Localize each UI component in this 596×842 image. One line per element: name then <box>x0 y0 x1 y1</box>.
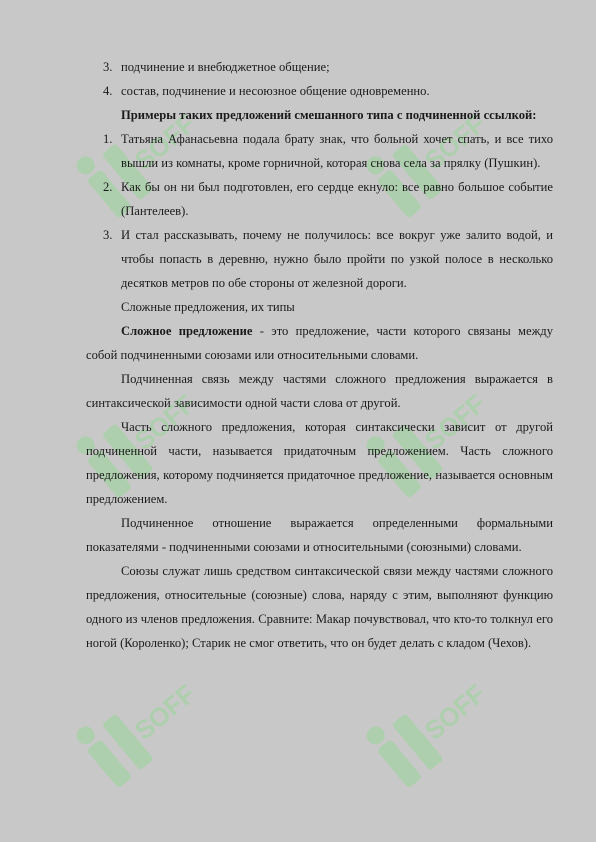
list-number: 2. <box>103 180 113 194</box>
watermark-text: SOFF <box>418 108 492 176</box>
watermark-logo-icon <box>70 678 202 800</box>
list-number: 3. <box>103 60 113 74</box>
watermark-logo <box>360 678 492 800</box>
list-number: 1. <box>103 132 113 146</box>
list-item <box>86 55 553 79</box>
watermark-logo-icon <box>360 678 492 800</box>
definition-text: - это предложение, части которого связаны между собой подчиненными союзами или относительными словами. <box>86 324 554 362</box>
list-item <box>86 223 553 295</box>
list-text: Как бы он ни был подготовлен, его сердце екнуло: все равно большое событие (Пантелеев). <box>121 180 553 218</box>
watermark-text: SOFF <box>128 678 202 746</box>
definition-paragraph <box>86 319 553 367</box>
paragraph: Часть сложного предложения, которая синтаксически зависит от другой подчиненной части, называется придаточным предложением. Часть сложного предложения, которому подчиняется придаточное предложение, называется основным предложением. <box>86 420 553 506</box>
definition-term: Сложное предложение <box>121 324 253 338</box>
examples-heading: Примеры таких предложений смешанного типа с подчиненной ссылкой: <box>121 108 537 122</box>
list-item <box>86 175 553 223</box>
list-top <box>86 55 553 103</box>
watermark-text: SOFF <box>418 388 492 456</box>
paragraph: Подчиненная связь между частями сложного предложения выражается в синтаксической зависимости одной части слова от другой. <box>86 372 553 410</box>
list-text: состав, подчинение и несоюзное общение одновременно. <box>121 84 430 98</box>
watermark-text: SOFF <box>128 108 202 176</box>
paragraph: Союзы служат лишь средством синтаксической связи между частями сложного предложения, относительные (союзные) слова, наряду с этим, выполняют функцию одного из членов предложения. Сравните: Макар почувствовал, что кто-то толкнул его ногой (Короленко); Старик не смог ответить, что он будет делать с кладом (Чехов). <box>86 564 553 650</box>
watermark-text: SOFF <box>418 678 492 746</box>
list-item <box>86 79 553 103</box>
section-title: Сложные предложения, их типы <box>121 300 295 314</box>
watermark-text: SOFF <box>128 388 202 456</box>
list-text: И стал рассказывать, почему не получилось: все вокруг уже залито водой, и чтобы попасть в деревню, нужно было пройти по узкой полосе в несколько десятков метров по обе стороны от железной дороги. <box>121 228 553 290</box>
list-number: 4. <box>103 84 113 98</box>
paragraph: Подчиненное отношение выражается определенными формальными показателями - подчиненными союзами и относительными (союзными) словами. <box>86 516 553 554</box>
list-text: подчинение и внебюджетное общение; <box>121 60 330 74</box>
watermark-logo <box>70 678 202 800</box>
list-item <box>86 127 553 175</box>
examples-list <box>86 127 553 295</box>
list-number: 3. <box>103 228 113 242</box>
list-text: Татьяна Афанасьевна подала брату знак, что больной хочет спать, и все тихо вышли из комнаты, кроме горничной, которая снова села за прялку (Пушкин). <box>121 132 553 170</box>
document-body <box>86 55 553 655</box>
